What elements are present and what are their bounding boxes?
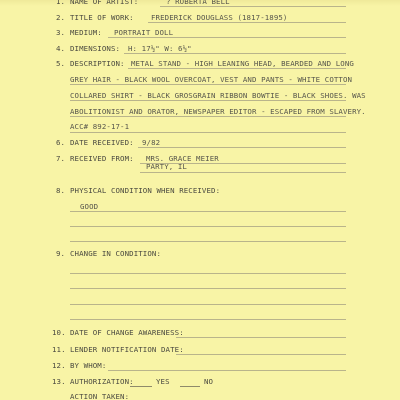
item10-label: DATE OF CHANGE AWARENESS: [70, 328, 184, 337]
item6-label: DATE RECEIVED: [70, 138, 134, 147]
item13-label: AUTHORIZATION: [70, 377, 134, 386]
artist-name-value: ? ROBERTA BELL [166, 0, 230, 6]
item4-label: DIMENSIONS: [70, 44, 121, 53]
item11-label: LENDER NOTIFICATION DATE: [70, 345, 184, 354]
item10-number: 10. [52, 328, 66, 337]
physical-condition-value: GOOD [80, 202, 99, 211]
item1-label: NAME OF ARTIST: [70, 0, 139, 6]
item8-number: 8. [56, 186, 66, 195]
description-line-1: METAL STAND - HIGH LEANING HEAD, BEARDED AND LONG [131, 59, 354, 68]
description-rule-2 [70, 84, 346, 85]
item7-number: 7. [56, 154, 66, 163]
item2-number: 2. [56, 13, 66, 22]
by-whom-line [108, 370, 346, 371]
change-rule-3 [70, 304, 346, 305]
artist-name-line [160, 6, 346, 7]
item3-number: 3. [56, 28, 66, 37]
item12-number: 12. [52, 361, 66, 370]
received-from-line-2 [140, 172, 346, 173]
received-from-value: MRS. GRACE MEIER [146, 154, 219, 163]
date-received-line [138, 147, 346, 148]
change-rule-2 [70, 288, 346, 289]
received-from-city-value: PARTY, IL [146, 162, 187, 171]
title-of-work-value: FREDERICK DOUGLASS (1817-1895) [151, 13, 288, 22]
item13-number: 13. [52, 377, 66, 386]
action-taken-label: ACTION TAKEN: [70, 392, 130, 400]
change-awareness-line [176, 337, 346, 338]
item1-number: 1. [56, 0, 66, 6]
condition-rule-3 [70, 241, 346, 242]
lender-notification-line [176, 354, 346, 355]
authorization-no-label: NO [204, 377, 214, 386]
item11-number: 11. [52, 345, 66, 354]
authorization-yes-blank [130, 386, 152, 387]
item9-number: 9. [56, 249, 66, 258]
item9-label: CHANGE IN CONDITION: [70, 249, 161, 258]
medium-line [108, 37, 346, 38]
item7-label: RECEIVED FROM: [70, 154, 134, 163]
authorization-yes-label: YES [156, 377, 170, 386]
description-rule-4 [70, 116, 346, 117]
description-line-4: ABOLITIONIST AND ORATOR, NEWSPAPER EDITOR - ESCAPED FROM SLAVERY. [70, 107, 366, 116]
description-line-5: ACC# 892-17-1 [70, 122, 130, 131]
item3-label: MEDIUM: [70, 28, 102, 37]
change-rule-4 [70, 319, 346, 320]
dimensions-value: H: 17½" W: 6½" [128, 44, 192, 53]
item2-label: TITLE OF WORK: [70, 13, 134, 22]
condition-rule-1 [70, 211, 346, 212]
item5-number: 5. [56, 59, 66, 68]
item4-number: 4. [56, 44, 66, 53]
title-of-work-line [148, 22, 346, 23]
condition-rule-2 [70, 226, 346, 227]
description-line-2: GREY HAIR - BLACK WOOL OVERCOAT, VEST AND PANTS - WHITE COTTON [70, 75, 353, 84]
change-rule-1 [70, 273, 346, 274]
authorization-no-blank [180, 386, 200, 387]
item12-label: BY WHOM: [70, 361, 107, 370]
item8-label: PHYSICAL CONDITION WHEN RECEIVED: [70, 186, 221, 195]
dimensions-line [124, 53, 346, 54]
date-received-value: 9/82 [142, 138, 161, 147]
item5-label: DESCRIPTION: [70, 59, 125, 68]
medium-value: PORTRAIT DOLL [114, 28, 174, 37]
description-rule-3 [70, 100, 346, 101]
description-rule-5 [70, 132, 346, 133]
item6-number: 6. [56, 138, 66, 147]
description-rule-1 [128, 68, 346, 69]
description-line-3: COLLARED SHIRT - BLACK GROSGRAIN RIBBON BOWTIE - BLACK SHOES. WAS [70, 91, 366, 100]
